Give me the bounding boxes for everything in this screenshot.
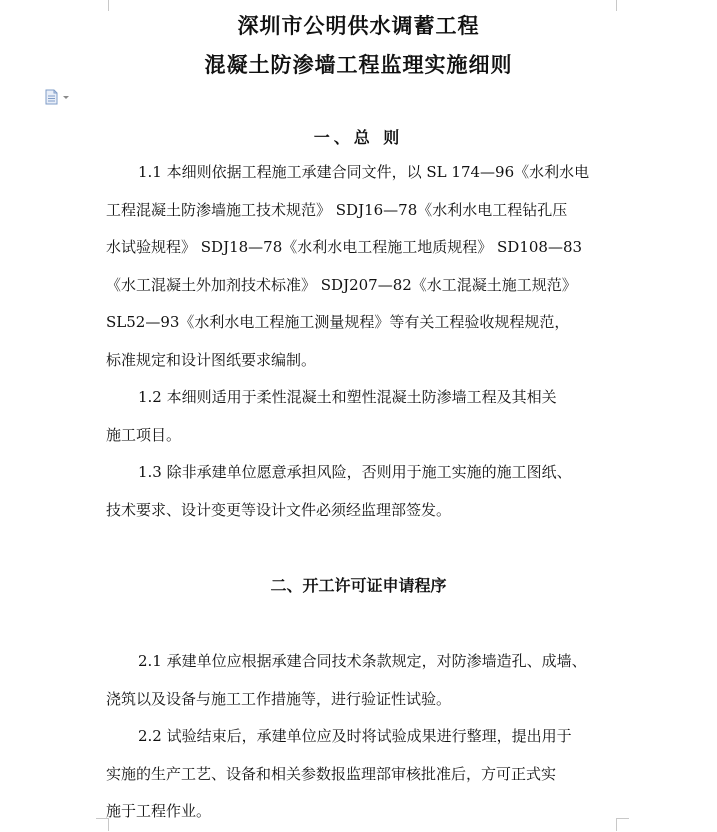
paragraph-line: 2.2 试验结束后，承建单位应及时将试验成果进行整理，提出用于 (138, 727, 572, 745)
section-heading-permit-procedure: 二、开工许可证申请程序 (270, 576, 447, 595)
paragraph-line: 1.3 除非承建单位愿意承担风险，否则用于施工实施的施工图纸、 (138, 463, 572, 481)
paragraph-2-2 (106, 718, 618, 831)
paragraph-line: 工程混凝土防渗墙施工技术规范》 SDJ16—78《水利水电工程钻孔压 (106, 200, 568, 219)
paragraph-line: 施工项目。 (106, 425, 182, 444)
paragraph-line: 标准规定和设计图纸要求编制。 (106, 350, 317, 369)
paragraph-1-2 (106, 379, 618, 454)
document-options-icon[interactable] (44, 89, 72, 105)
paragraph-line: 2.1 承建单位应根据承建合同技术条款规定，对防渗墙造孔、成墙、 (138, 652, 587, 670)
paragraph-line: 水试验规程》 SDJ18—78《水利水电工程施工地质规程》 SD108—83 (106, 238, 583, 256)
paragraph-2-1 (106, 643, 618, 718)
section-heading-general: 一、总 则 (313, 128, 404, 147)
paragraph-line: 施于工程作业。 (106, 802, 212, 820)
paragraph-line: 1.1 本细则依据工程施工承建合同文件，以 SL 174—96《水利水电 (138, 163, 590, 181)
paragraph-line: SL52—93《水利水电工程施工测量规程》等有关工程验收规程规范， (106, 313, 570, 331)
document-title-line-1: 深圳市公明供水调蓄工程 (237, 13, 480, 38)
paragraph-line: 浇筑以及设备与施工工作措施等，进行验证性试验。 (106, 689, 452, 708)
paragraph-1-1 (106, 154, 618, 379)
paragraph-1-3 (106, 454, 618, 529)
paragraph-line: 实施的生产工艺、设备和相关参数报监理部审核批准后，方可正式实 (106, 764, 557, 783)
paragraph-line: 技术要求、设计变更等设计文件必须经监理部签发。 (106, 500, 452, 519)
paragraph-line: 《水工混凝土外加剂技术标准》 SDJ207—82《水工混凝土施工规范》 (106, 275, 577, 294)
document-title-line-2: 混凝土防渗墙工程监理实施细则 (204, 52, 513, 77)
paragraph-line: 1.2 本细则适用于柔性混凝土和塑性混凝土防渗墙工程及其相关 (138, 388, 557, 406)
